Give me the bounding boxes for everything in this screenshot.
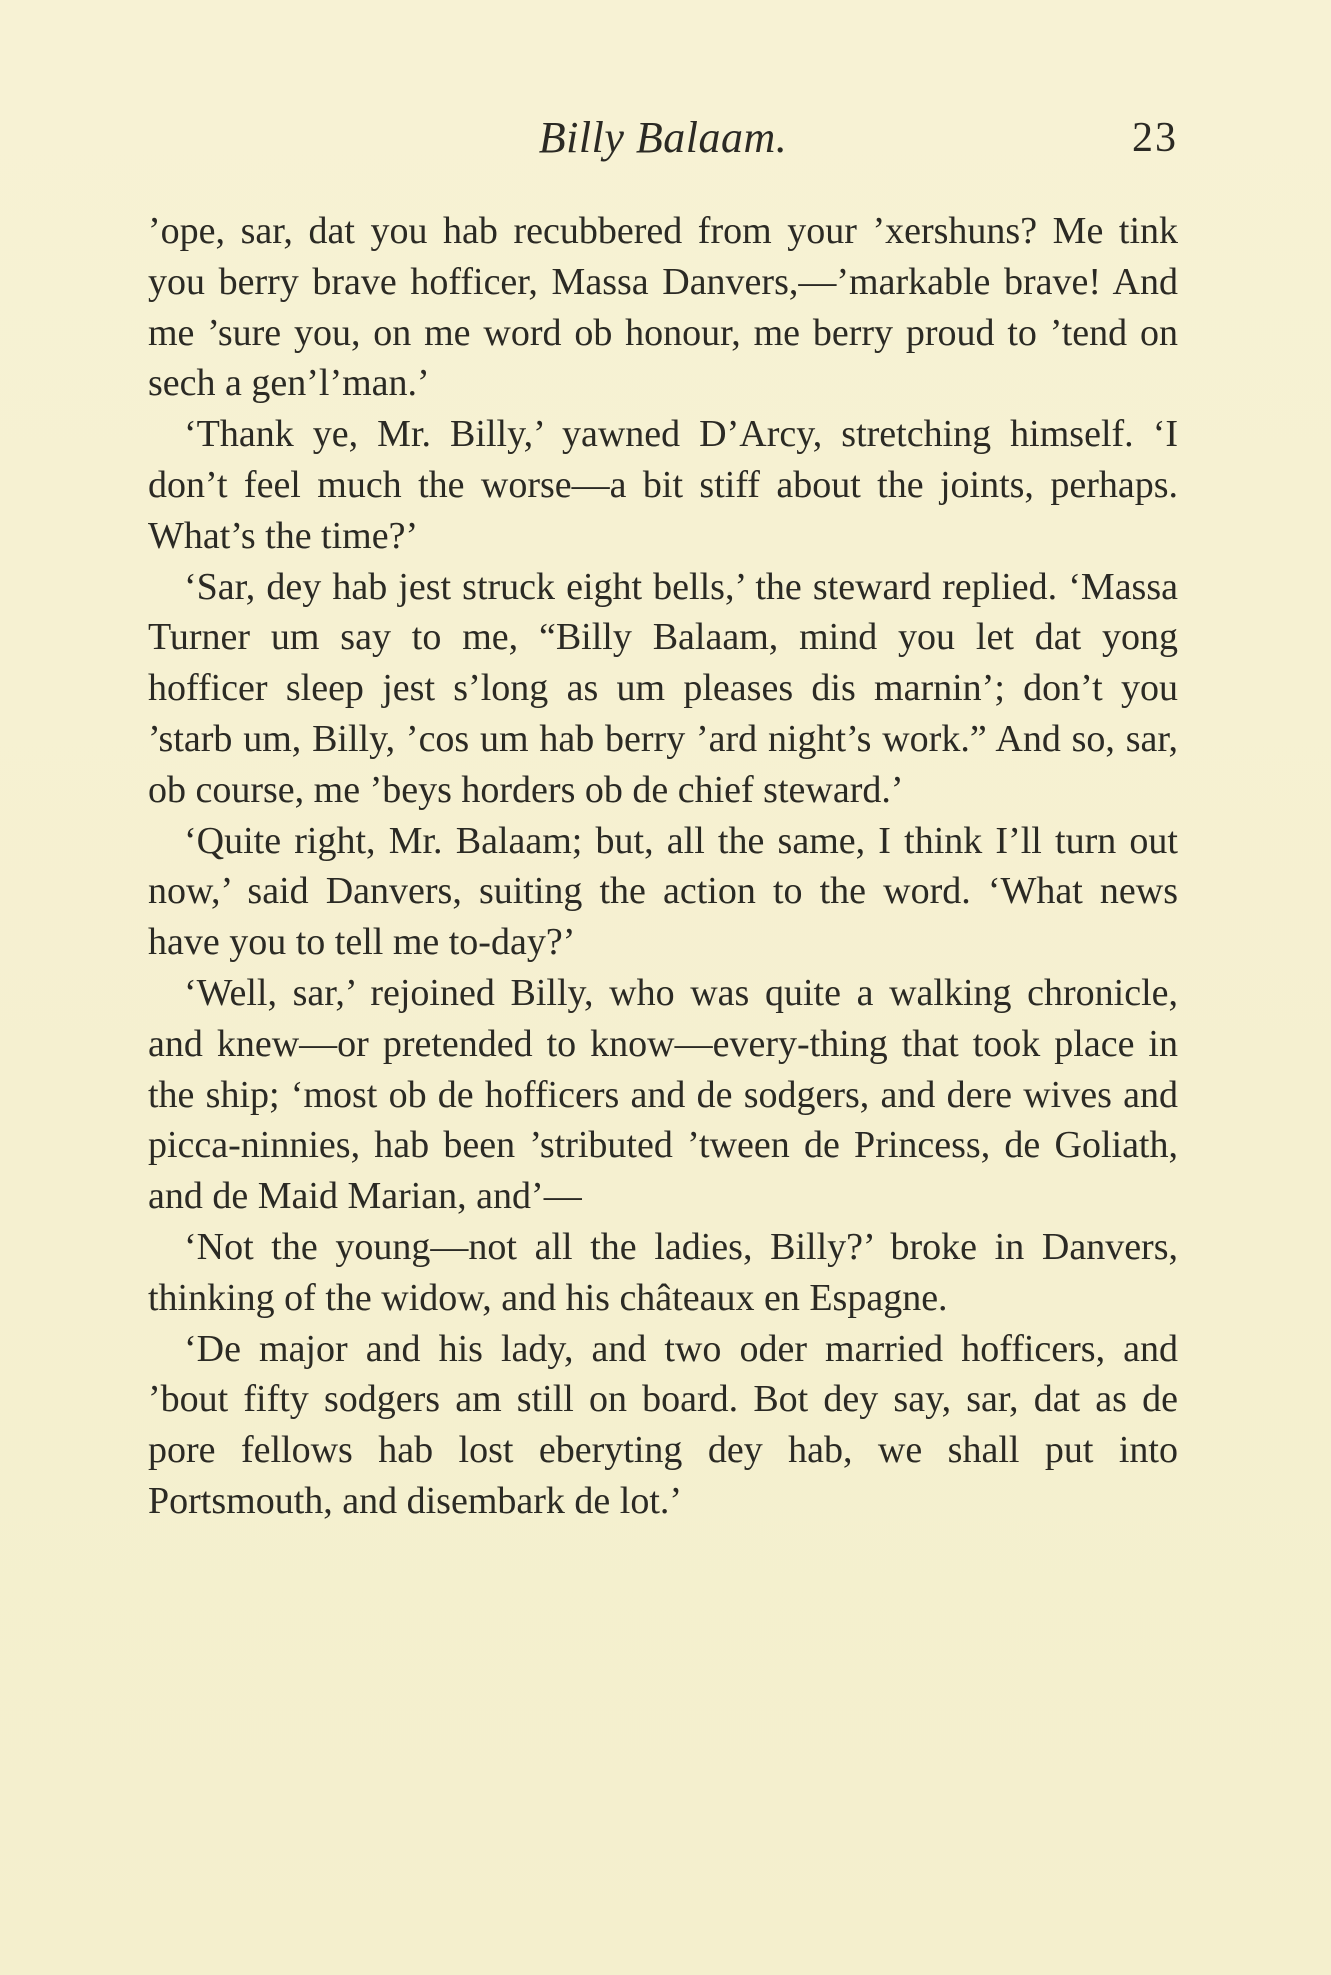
paragraph-7: ‘De major and his lady, and two oder married hofficers, and ’bout fifty sodgers am still on board. Bot dey say, sar, dat as de pore fellows hab lost eberyting dey hab, we shall put into Portsmouth, and disembark de lot.’ bbox=[148, 1327, 1178, 1522]
body-text bbox=[148, 206, 1178, 1527]
paragraph-6: ‘Not the young—not all the ladies, Billy?’ broke in Danvers, thinking of the widow, and his châteaux en Espagne. bbox=[148, 1225, 1178, 1319]
paragraph-3: ‘Sar, dey hab jest struck eight bells,’ the steward replied. ‘Massa Turner um say to me, “Billy Balaam, mind you let dat yong hofficer sleep jest s’long as um pleases dis marnin’; don’t you ’starb um, Billy, ’cos um hab berry ’ard night’s work.” And so, sar, ob course, me ’beys horders ob de chief steward.’ bbox=[148, 565, 1178, 811]
running-title: Billy Balaam. bbox=[538, 113, 788, 162]
paragraph-2: ‘Thank ye, Mr. Billy,’ yawned D’Arcy, stretching himself. ‘I don’t feel much the worse—a bit stiff about the joints, perhaps. What’s the time?’ bbox=[148, 413, 1178, 557]
paragraph-1: ’ope, sar, dat you hab recubbered from your ’xershuns? Me tink you berry brave hofficer, Massa Danvers,—’markable brave! And me ’sure you, on me word ob honour, me berry proud to ’tend on sech a gen’l’man.’ bbox=[148, 210, 1178, 405]
paragraph-5: ‘Well, sar,’ rejoined Billy, who was quite a walking chronicle, and knew—or pretended to know—every-thing that took place in the ship; ‘most ob de hofficers and de sodgers, and dere wives and picca-ninnies, hab been ’stributed ’tween de Princess, de Goliath, and de Maid Marian, and’— bbox=[148, 971, 1178, 1218]
paragraph-4: ‘Quite right, Mr. Balaam; but, all the same, I think I’ll turn out now,’ said Danvers, suiting the action to the word. ‘What news have you to tell me to-day?’ bbox=[148, 819, 1178, 964]
running-head bbox=[148, 112, 1178, 172]
page-number: 23 bbox=[1132, 115, 1178, 161]
